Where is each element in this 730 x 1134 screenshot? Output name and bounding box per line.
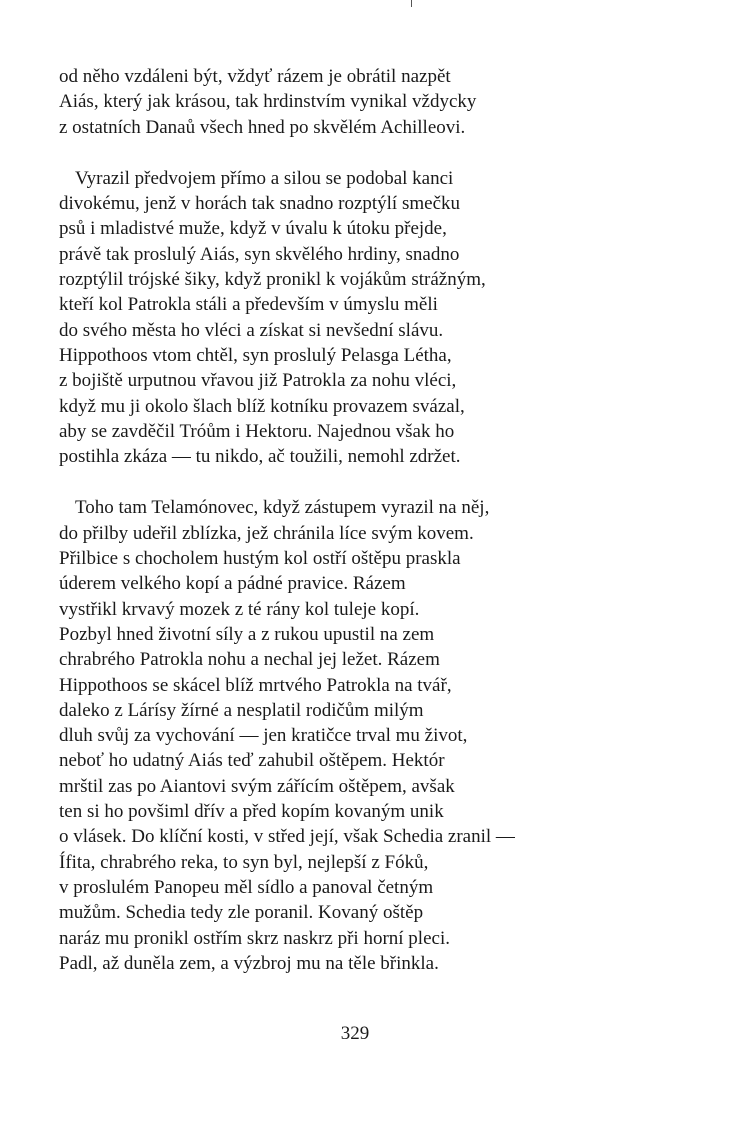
text-line: Aiás, který jak krásou, tak hrdinstvím vynikal vždycky bbox=[59, 91, 477, 113]
text-line: Padl, až duněla zem, a výzbroj mu na těle břinkla. bbox=[59, 952, 439, 974]
text-line: když mu ji okolo šlach blíž kotníku provazem svázal, bbox=[59, 395, 465, 417]
text-line: vystřikl krvavý mozek z té rány kol tuleje kopí. bbox=[59, 598, 420, 620]
text-line: Toho tam Telamónovec, když zástupem vyrazil na něj, bbox=[75, 497, 490, 519]
body-text bbox=[59, 64, 729, 976]
text-line: úderem velkého kopí a pádné pravice. Rázem bbox=[59, 573, 406, 595]
text-line: od něho vzdáleni být, vždyť rázem je obrátil nazpět bbox=[59, 66, 451, 87]
text-line: mrštil zas po Aiantovi svým zářícím oštěpem, avšak bbox=[59, 775, 455, 797]
paragraph-1 bbox=[59, 64, 729, 140]
text-line: aby se zavděčil Tróům i Hektoru. Najednou však ho bbox=[59, 420, 455, 442]
text-line: divokému, jenž v horách tak snadno rozptýlí smečku bbox=[59, 193, 461, 215]
text-line: psů i mladistvé muže, když v úvalu k útoku přejde, bbox=[59, 218, 447, 240]
text-line: do svého města ho vléci a získat si nevšední slávu. bbox=[59, 319, 444, 341]
text-line: naráz mu pronikl ostřím skrz naskrz při horní pleci. bbox=[59, 927, 450, 949]
text-line: ten si ho povšiml dřív a před kopím kovaným unik bbox=[59, 801, 444, 823]
text-line: Hippothoos se skácel blíž mrtvého Patrokla na tvář, bbox=[59, 674, 452, 696]
page-number: 329 bbox=[340, 1023, 370, 1044]
text-line: do přilby udeřil zblízka, jež chránila líce svým kovem. bbox=[59, 522, 474, 544]
paragraph-3 bbox=[59, 495, 729, 976]
text-line: Hippothoos vtom chtěl, syn proslulý Pelasga Létha, bbox=[59, 344, 452, 366]
text-line: rozptýlil trójské šiky, když pronikl k vojákům strážným, bbox=[59, 269, 486, 291]
text-line: dluh svůj za vychování — jen kratičce trval mu život, bbox=[59, 725, 468, 747]
text-line: neboť ho udatný Aiás teď zahubil oštěpem. Hektór bbox=[59, 750, 445, 772]
text-line: Ífita, chrabrého reka, to syn byl, nejlepší z Fóků, bbox=[59, 851, 429, 873]
text-line: kteří kol Patrokla stáli a především v úmyslu měli bbox=[59, 294, 438, 316]
text-line: mužům. Schedia tedy zle poranil. Kovaný oštěp bbox=[59, 902, 424, 924]
text-line: daleko z Lárísy žírné a nesplatil rodičům milým bbox=[59, 699, 424, 721]
top-edge-mark bbox=[411, 0, 412, 7]
text-line: Vyrazil předvojem přímo a silou se podobal kanci bbox=[75, 167, 454, 189]
text-line: v proslulém Panopeu měl sídlo a panoval četným bbox=[59, 876, 434, 898]
text-line: z ostatních Danaů všech hned po skvělém Achilleovi. bbox=[59, 116, 466, 138]
text-line: právě tak proslulý Aiás, syn skvělého hrdiny, snadno bbox=[59, 243, 460, 265]
text-line: z bojiště urputnou vřavou již Patrokla za nohu vléci, bbox=[59, 370, 457, 392]
text-line: Pozbyl hned životní síly a z rukou upustil na zem bbox=[59, 623, 435, 645]
text-line: chrabrého Patrokla nohu a nechal jej ležet. Rázem bbox=[59, 649, 440, 671]
text-line: postihla zkáza — tu nikdo, ač toužili, nemohl zdržet. bbox=[59, 446, 461, 468]
text-line: Přilbice s chocholem hustým kol ostří oštěpu praskla bbox=[59, 548, 461, 570]
paragraph-2 bbox=[59, 166, 729, 470]
text-line: o vlásek. Do klíční kosti, v střed její, však Schedia zranil — bbox=[59, 826, 515, 848]
